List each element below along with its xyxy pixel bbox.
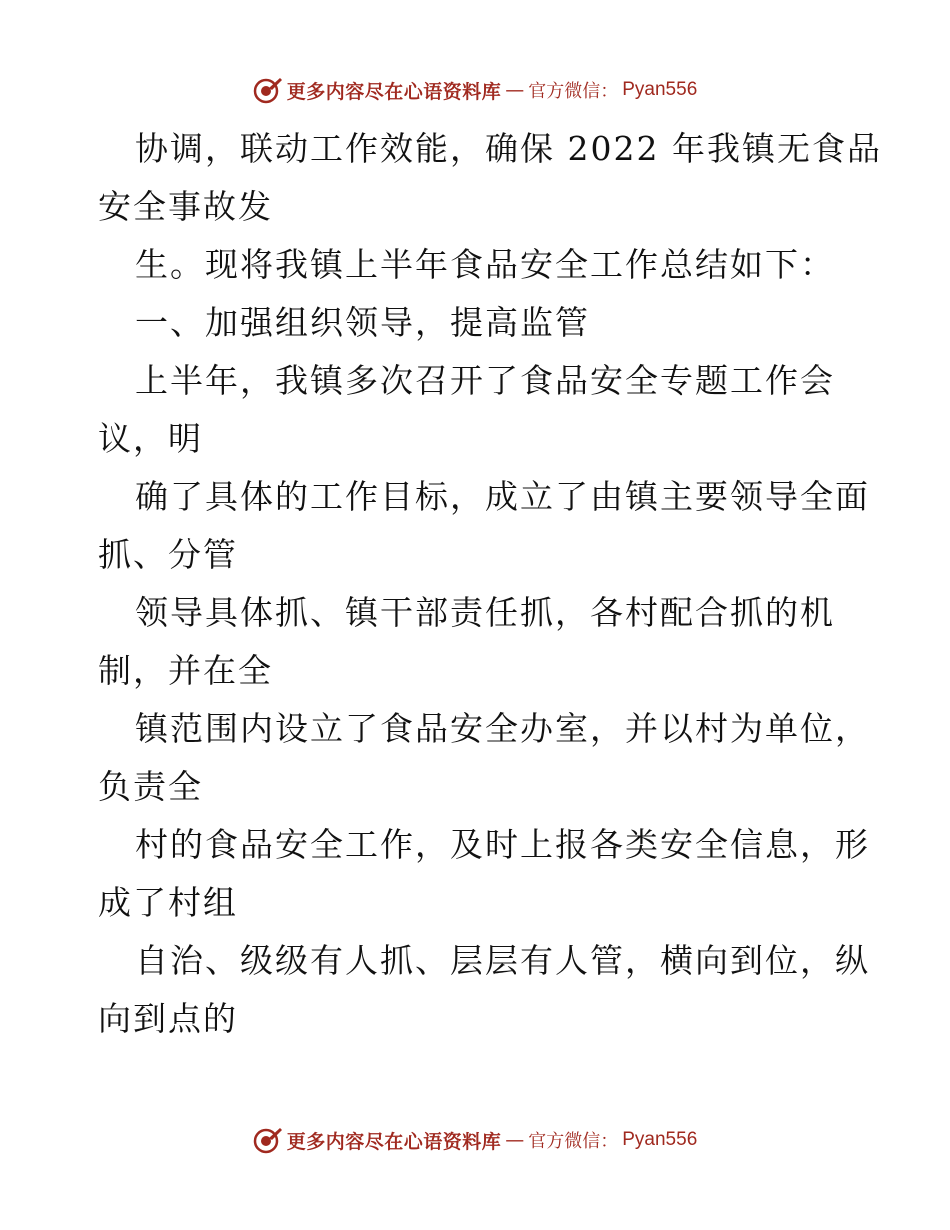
document-body bbox=[98, 120, 882, 1048]
footer-banner bbox=[0, 1120, 950, 1160]
text-line: 上半年，我镇多次召开了食品安全专题工作会 bbox=[135, 361, 835, 400]
text-line: 制，并在全 bbox=[98, 651, 273, 690]
text-line: 领导具体抓、镇干部责任抓，各村配合抓的机 bbox=[135, 593, 835, 632]
text-line: 自治、级级有人抓、层层有人管，横向到位，纵 bbox=[135, 941, 870, 980]
banner-wechat-id: Pyan556 bbox=[622, 79, 698, 100]
pen-logo-icon bbox=[253, 75, 283, 105]
header-banner bbox=[0, 70, 950, 110]
text-line: 向到点的 bbox=[98, 999, 238, 1038]
banner-wechat-label: 官方微信： bbox=[528, 81, 619, 102]
banner-slogan: 更多内容尽在心语资料库 bbox=[286, 80, 502, 103]
text-line: 协调，联动工作效能，确保 2022 年我镇无食品 bbox=[135, 129, 882, 168]
text-line: 负责全 bbox=[98, 767, 203, 806]
text-line: 议，明 bbox=[98, 419, 203, 458]
text-line: 村的食品安全工作，及时上报各类安全信息，形 bbox=[135, 825, 870, 864]
section-heading: 一、加强组织领导，提高监管 bbox=[135, 303, 590, 342]
banner-dash: — bbox=[505, 1129, 525, 1151]
banner-wechat-label: 官方微信： bbox=[528, 1131, 619, 1152]
pen-logo-icon bbox=[253, 1125, 283, 1155]
banner-wechat-id: Pyan556 bbox=[622, 1129, 698, 1150]
text-line: 安全事故发 bbox=[98, 187, 273, 226]
text-line: 成了村组 bbox=[98, 883, 238, 922]
text-line: 确了具体的工作目标，成立了由镇主要领导全面 bbox=[135, 477, 870, 516]
text-line: 镇范围内设立了食品安全办室，并以村为单位， bbox=[135, 709, 870, 748]
text-line: 生。现将我镇上半年食品安全工作总结如下： bbox=[135, 245, 835, 284]
banner-dash: — bbox=[505, 79, 525, 101]
banner-slogan: 更多内容尽在心语资料库 bbox=[286, 1130, 502, 1153]
text-line: 抓、分管 bbox=[98, 535, 238, 574]
